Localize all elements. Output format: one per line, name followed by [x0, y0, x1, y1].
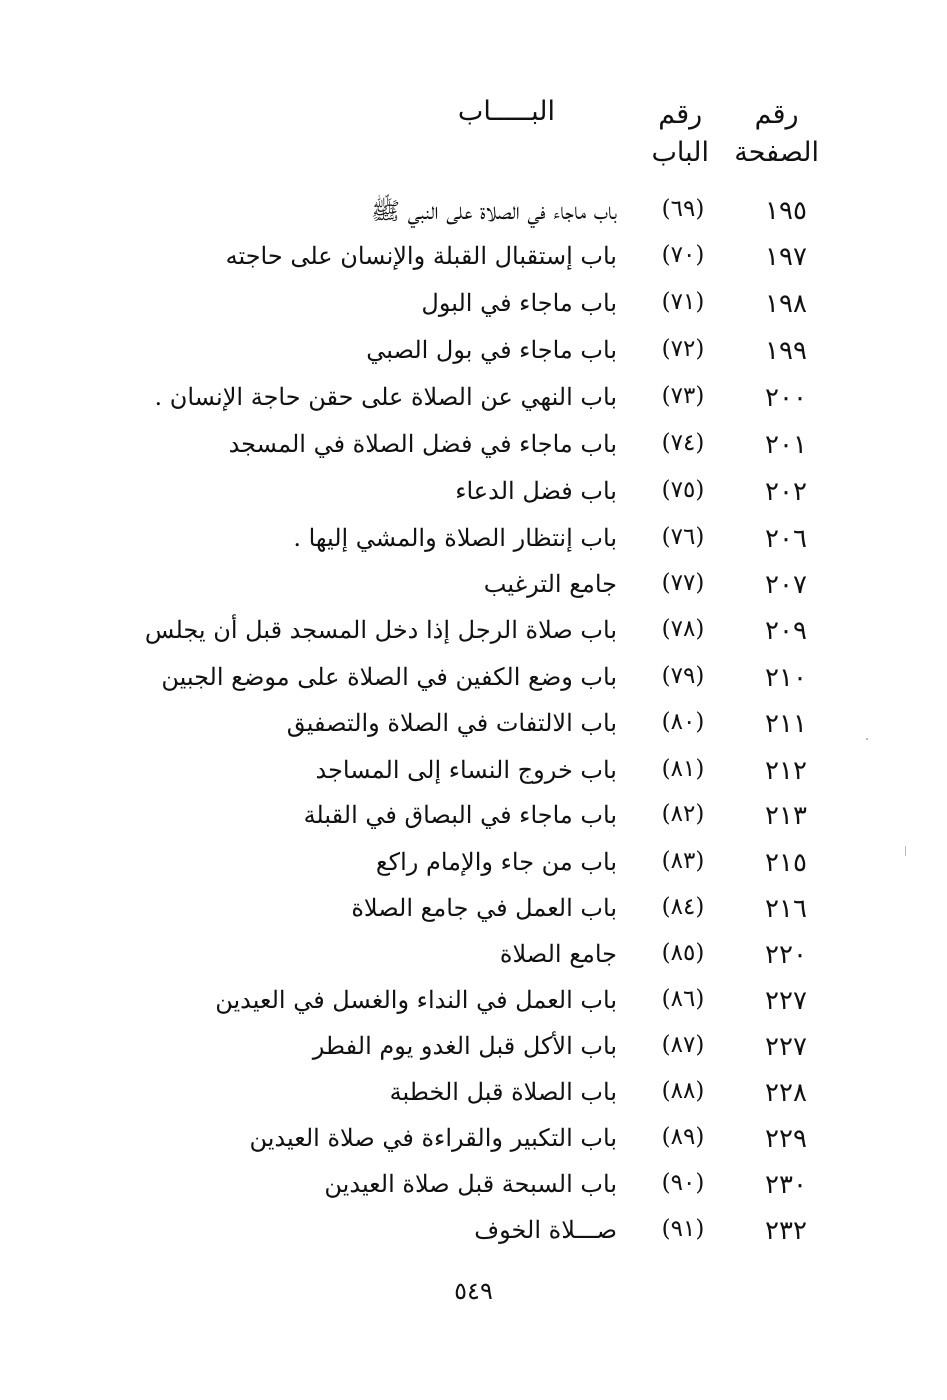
entry-chapter-number: (٨٥)	[661, 940, 705, 966]
entry-title: جامع الصلاة	[499, 940, 617, 968]
entry-page-number: ١٩٥	[765, 196, 807, 226]
entry-page-number: ٢٣٢	[765, 1216, 807, 1246]
entry-page-number: ٢٣٠	[765, 1170, 807, 1200]
entry-title: باب الصلاة قبل الخطبة	[389, 1078, 617, 1106]
index-entry	[0, 756, 947, 800]
entry-chapter-number: (٩١)	[661, 1216, 705, 1242]
index-entry	[0, 289, 947, 333]
entry-chapter-number: (٨٠)	[661, 709, 705, 735]
entry-title: باب ماجاء في بول الصبي	[366, 336, 617, 364]
index-entry	[0, 709, 947, 753]
entry-chapter-number: (٧١)	[661, 289, 705, 315]
index-entry	[0, 383, 947, 427]
index-entry	[0, 196, 947, 240]
index-entry	[0, 616, 947, 660]
entry-title: باب إستقبال القبلة والإنسان على حاجته	[225, 242, 617, 270]
chapter-title-column-header: البـــــاب	[457, 96, 555, 127]
entry-title: باب النهي عن الصلاة على حقن حاجة الإنسان .	[154, 383, 617, 411]
entry-chapter-number: (٦٩)	[661, 196, 705, 222]
entry-page-number: ٢٢٧	[765, 1032, 807, 1062]
entry-title: باب ماجاء في الصلاة على النبي ﷺ	[371, 197, 617, 225]
entry-page-number: ٢٠٩	[765, 616, 807, 646]
entry-chapter-number: (٨٨)	[661, 1078, 705, 1104]
entry-title: صـــلاة الخوف	[474, 1216, 617, 1244]
entry-page-number: ٢٢٧	[765, 986, 807, 1016]
entry-chapter-number: (٧٢)	[661, 336, 705, 362]
entry-page-number: ١٩٩	[765, 336, 807, 366]
page-number-footer: ٥٤٩	[454, 1277, 493, 1305]
entry-chapter-number: (٩٠)	[661, 1170, 705, 1196]
entry-title: باب وضع الكفين في الصلاة على موضع الجبين	[161, 663, 617, 691]
entry-page-number: ٢٢٠	[765, 940, 807, 970]
entry-title: باب ماجاء في فضل الصلاة في المسجد	[228, 430, 617, 458]
index-entry	[0, 1216, 947, 1260]
chapter-number-column-header	[651, 96, 709, 172]
entry-chapter-number: (٧٦)	[661, 524, 705, 550]
entry-chapter-number: (٧٠)	[661, 242, 705, 268]
entry-page-number: ٢١٣	[765, 801, 807, 831]
entry-chapter-number: (٨١)	[661, 756, 705, 782]
entry-chapter-number: (٨٣)	[661, 848, 705, 874]
entry-title: باب السبحة قبل صلاة العيدين	[324, 1170, 617, 1198]
entry-chapter-number: (٨٧)	[661, 1032, 705, 1058]
chapter-header-line2: الباب	[651, 137, 709, 168]
index-entry	[0, 336, 947, 380]
index-entry	[0, 801, 947, 845]
index-entry	[0, 848, 947, 892]
entry-chapter-number: (٨٩)	[661, 1124, 705, 1150]
entry-title: باب الأكل قبل الغدو يوم الفطر	[312, 1032, 617, 1060]
index-entry	[0, 663, 947, 707]
entry-page-number: ٢٠١	[765, 430, 807, 460]
entry-page-number: ٢٠٧	[765, 570, 807, 600]
page-header-line1: رقم	[754, 99, 799, 130]
entry-chapter-number: (٨٤)	[661, 894, 705, 920]
index-entry	[0, 940, 947, 984]
index-entry	[0, 524, 947, 568]
entry-page-number: ٢٠٦	[765, 524, 807, 554]
scan-speck	[866, 738, 868, 740]
entry-title: باب من جاء والإمام راكع	[375, 848, 617, 876]
entry-page-number: ٢٠٢	[765, 477, 807, 507]
entry-title: باب فضل الدعاء	[455, 477, 617, 505]
scan-mark	[905, 846, 906, 856]
page-number-column-header	[734, 96, 819, 172]
entry-page-number: ٢١٥	[765, 848, 807, 878]
index-entry	[0, 477, 947, 521]
entry-page-number: ٢١٠	[765, 663, 807, 693]
entry-page-number: ٢١٢	[765, 756, 807, 786]
entry-chapter-number: (٧٥)	[661, 477, 705, 503]
entry-chapter-number: (٧٤)	[661, 430, 705, 456]
entry-chapter-number: (٧٣)	[661, 383, 705, 409]
index-entry	[0, 1170, 947, 1214]
entry-chapter-number: (٧٧)	[661, 570, 705, 596]
entry-title: باب العمل في جامع الصلاة	[351, 894, 617, 922]
page-header-line2: الصفحة	[734, 137, 819, 168]
entry-page-number: ٢٢٨	[765, 1078, 807, 1108]
entry-page-number: ١٩٨	[765, 289, 807, 319]
entry-title: باب صلاة الرجل إذا دخل المسجد قبل أن يجلس	[144, 616, 617, 644]
entry-title: باب الالتفات في الصلاة والتصفيق	[286, 709, 617, 737]
entry-page-number: ٢٢٩	[765, 1124, 807, 1154]
entry-title: باب خروج النساء إلى المساجد	[315, 756, 617, 784]
index-entry	[0, 1124, 947, 1168]
index-entry	[0, 986, 947, 1030]
entry-title: باب ماجاء في البصاق في القبلة	[303, 801, 617, 829]
entry-chapter-number: (٨٦)	[661, 986, 705, 1012]
entry-chapter-number: (٧٨)	[661, 616, 705, 642]
entry-title: جامع الترغيب	[483, 570, 617, 598]
chapter-header-line1: رقم	[658, 99, 703, 130]
entry-page-number: ٢١٦	[765, 894, 807, 924]
entry-page-number: ٢٠٠	[765, 383, 807, 413]
index-entry	[0, 894, 947, 938]
entry-page-number: ١٩٧	[765, 242, 807, 272]
index-entry	[0, 1032, 947, 1076]
index-entry	[0, 430, 947, 474]
entry-chapter-number: (٨٢)	[661, 801, 705, 827]
index-entry	[0, 242, 947, 286]
entry-title: باب التكبير والقراءة في صلاة العيدين	[249, 1124, 617, 1152]
entry-chapter-number: (٧٩)	[661, 663, 705, 689]
entry-page-number: ٢١١	[765, 709, 807, 739]
index-entry	[0, 570, 947, 614]
entry-title: باب إنتظار الصلاة والمشي إليها .	[293, 524, 617, 552]
index-entry	[0, 1078, 947, 1122]
entry-title: باب العمل في النداء والغسل في العيدين	[215, 986, 617, 1014]
entry-title: باب ماجاء في البول	[421, 289, 617, 317]
